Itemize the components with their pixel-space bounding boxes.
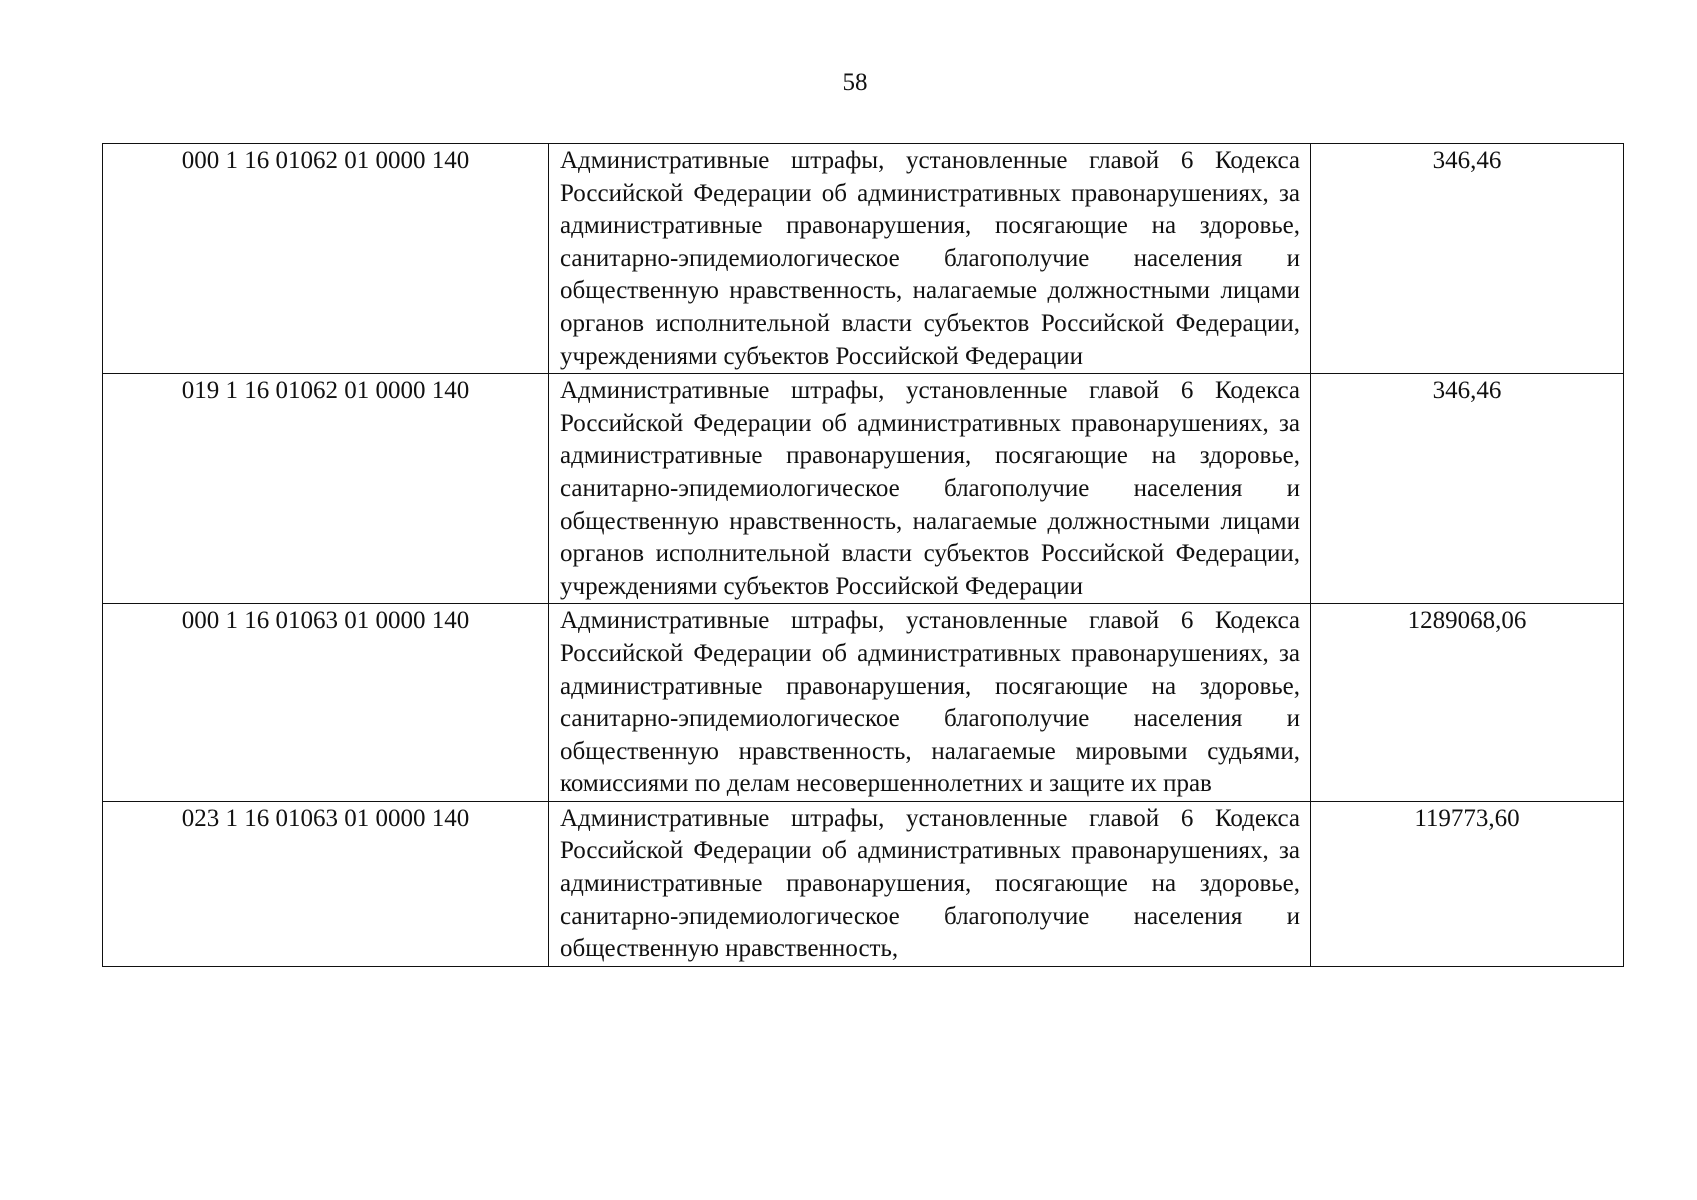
table-row xyxy=(103,801,1624,966)
budget-code-cell: 023 1 16 01063 01 0000 140 xyxy=(103,801,549,966)
amount-cell: 119773,60 xyxy=(1311,801,1624,966)
amount-cell: 346,46 xyxy=(1311,374,1624,604)
table-row xyxy=(103,604,1624,802)
amount-cell: 346,46 xyxy=(1311,144,1624,374)
budget-code-cell: 000 1 16 01062 01 0000 140 xyxy=(103,144,549,374)
budget-code-cell: 019 1 16 01062 01 0000 140 xyxy=(103,374,549,604)
budget-code-cell: 000 1 16 01063 01 0000 140 xyxy=(103,604,549,802)
revenue-name-cell: Административные штрафы, установленные главой 6 Кодекса Российской Федерации об административных правонарушениях, за административные правонарушения, посягающие на здоровье, санитарно-эпидемиологическое благополучие населения и общественную нравственность, налагаемые должностными лицами органов исполнительной власти субъектов Российской Федерации, учреждениями субъектов Российской Федерации xyxy=(549,374,1311,604)
page-number: 58 xyxy=(842,69,868,96)
table-row xyxy=(103,144,1624,374)
table-row xyxy=(103,374,1624,604)
revenue-name-cell: Административные штрафы, установленные главой 6 Кодекса Российской Федерации об административных правонарушениях, за административные правонарушения, посягающие на здоровье, санитарно-эпидемиологическое благополучие населения и общественную нравственность, налагаемые должностными лицами органов исполнительной власти субъектов Российской Федерации, учреждениями субъектов Российской Федерации xyxy=(549,144,1311,374)
amount-cell: 1289068,06 xyxy=(1311,604,1624,802)
revenue-table xyxy=(102,143,1624,967)
revenue-name-cell: Административные штрафы, установленные главой 6 Кодекса Российской Федерации об административных правонарушениях, за административные правонарушения, посягающие на здоровье, санитарно-эпидемиологическое благополучие населения и общественную нравственность, xyxy=(549,801,1311,966)
revenue-name-cell: Административные штрафы, установленные главой 6 Кодекса Российской Федерации об административных правонарушениях, за административные правонарушения, посягающие на здоровье, санитарно-эпидемиологическое благополучие населения и общественную нравственность, налагаемые мировыми судьями, комиссиями по делам несовершеннолетних и защите их прав xyxy=(549,604,1311,802)
